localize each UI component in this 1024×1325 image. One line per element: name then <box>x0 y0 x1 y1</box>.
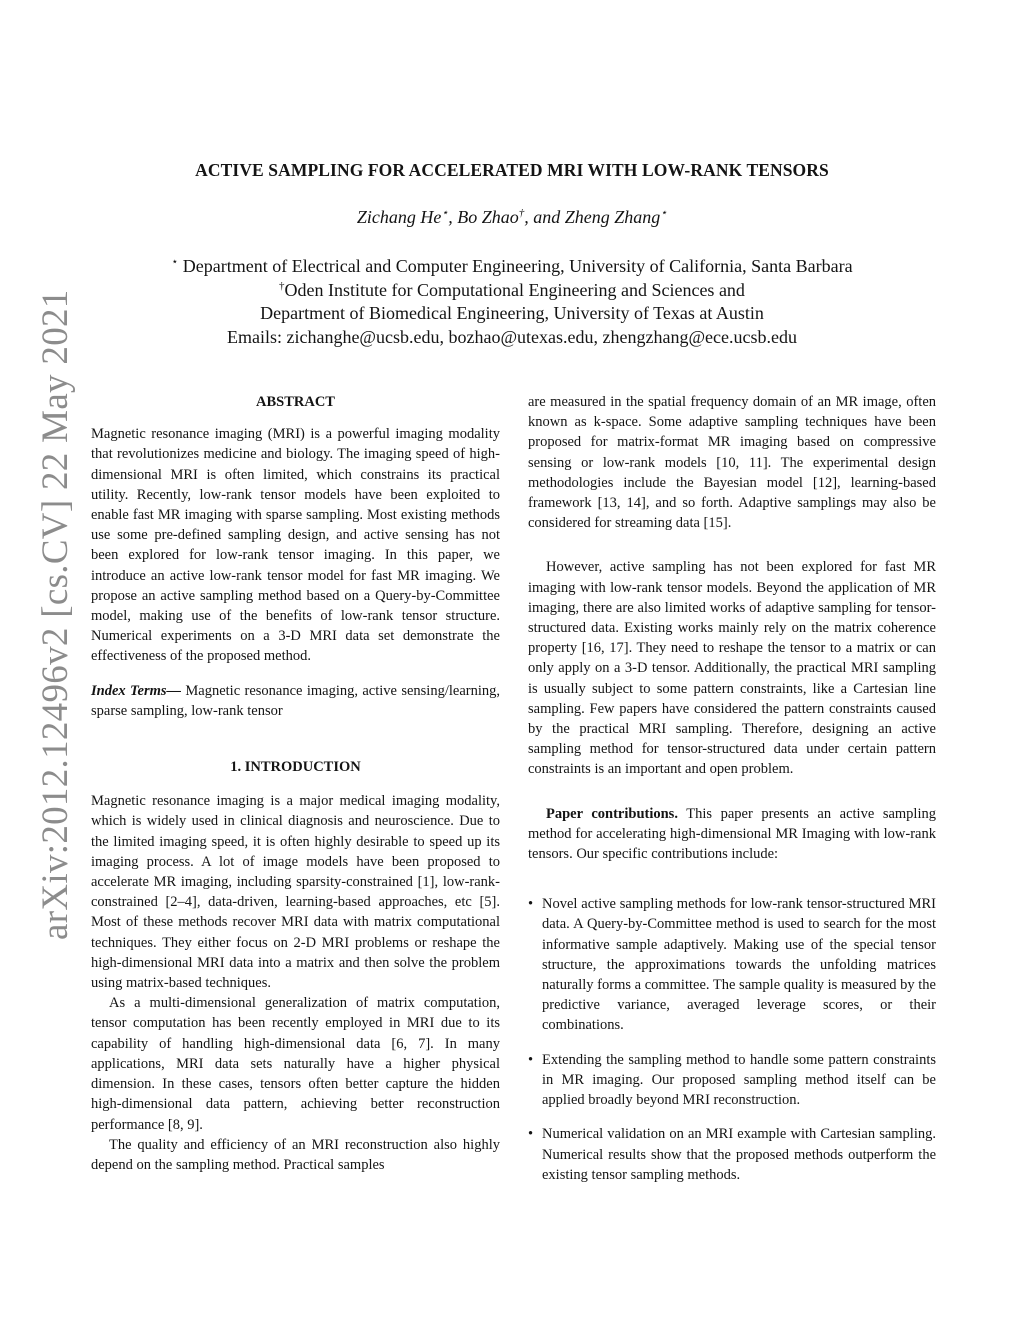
affiliation-mark: † <box>518 207 525 219</box>
arxiv-sidebar <box>35 289 76 970</box>
affiliation-line: Department of Biomedical Engineering, University of Texas at Austin <box>260 303 764 323</box>
contributions-label: Paper contributions. <box>546 805 678 822</box>
arxiv-identifier: arXiv:2012.12496v2 [cs.CV] 22 May 2021 <box>35 289 76 940</box>
affiliation-text: Department of Electrical and Computer Engineering, University of California, Santa Barbara <box>178 256 853 276</box>
affiliations <box>0 255 1024 349</box>
left-column <box>91 392 500 1175</box>
author-separator: , <box>448 207 458 227</box>
affiliation-mark: ⋆ <box>441 207 449 219</box>
intro-paragraph: Magnetic resonance imaging is a major medical imaging modality, which is widely used in clinical diagnosis and neuroscience. Due to the limited imaging speed, it is often highly desirable to speed up its imaging process. A lot of image models have been proposed to accelerate MR imaging, including sparsity-constrained [1], low-rank-constrained [2–4], data-driven, learning-based approaches, etc [5]. Most of these methods recover MRI data with matrix computational techniques. They either focus on 2-D MRI problems or reshape the high-dimensional MRI data into a matrix and then solve the problem using matrix-based techniques. <box>91 793 500 992</box>
affiliation-mark: † <box>279 279 285 292</box>
contribution-item <box>528 1050 936 1111</box>
affiliation-mark: ⋆ <box>171 256 179 268</box>
affiliation-line <box>0 255 1024 279</box>
abstract-text: Magnetic resonance imaging (MRI) is a powerful imaging modality that revolutionizes medicine and biology. The imaging speed of high-dimensional MRI is often limited, which constrains its practical utility. Recently, low-rank tensor models have been exploited to enable fast MR imaging with sparse sampling. Most existing methods use some pre-defined sampling design, and active sensing has not been explored for low-rank tensor imaging. In this paper, we introduce an active low-rank tensor model for fast MR imaging. We propose an active sampling method based on a Query-by-Committee model, making use of the benefits of low-rank tensor structure. Numerical experiments on a 3-D MRI data set demonstrate the effectiveness of the proposed method. <box>91 426 500 665</box>
bullet-icon: • <box>528 1051 534 1068</box>
contribution-text: Numerical validation on an MRI example with Cartesian sampling. Numerical results show that the proposed methods outperform the existing tensor sampling methods. <box>542 1126 936 1183</box>
contribution-item <box>528 894 936 1035</box>
affiliation-line <box>0 279 1024 303</box>
contributions-intro <box>528 804 936 865</box>
intro-paragraph: However, active sampling has not been explored for fast MR imaging with low-rank tensor models. Beyond the application of MR imaging, there are also limited works of adaptive sampling for tensor-structured data. Existing works mainly rely on the matrix coherence property [16, 17]. They need to reshape the tensor to a matrix or can only apply on a 3-D tensor. Additionally, the practical MRI sampling is usually subject to some pattern constraints, like a Cartesian line sampling. Few papers have considered the pattern constraints caused by the practical MRI sampling. Therefore, designing an active sampling method for tensor-structured data under certain pattern constraints is an important and open problem. <box>528 559 936 778</box>
contribution-item <box>528 1124 936 1185</box>
email-line: Emails: zichanghe@ucsb.edu, bozhao@utexas.edu, zhengzhang@ece.ucsb.edu <box>226 326 798 347</box>
intro-paragraph: As a multi-dimensional generalization of matrix computation, tensor computation has been recently employed in MRI due to its capability of handling high-dimensional data [6, 7]. In many applications, MRI data sets naturally have a higher physical dimension. In these cases, tensors often better capture the hidden high-dimensional data pattern, achieving better reconstruction performance [8, 9]. <box>91 995 500 1133</box>
contribution-text: Novel active sampling methods for low-rank tensor-structured MRI data. A Query-by-Committee method is used to search for the most informative sample adaptively. Making use of the special tensor structure, the approximations towards the unfolding matrices naturally forms a committee. The sample quality is measured by the predictive variance, averaged leverage scores, or their combinations. <box>542 896 936 1034</box>
paper-title: ACTIVE SAMPLING FOR ACCELERATED MRI WITH LOW-RANK TENSORS <box>195 160 829 180</box>
introduction-heading: 1. INTRODUCTION <box>230 759 361 776</box>
contribution-text: Extending the sampling method to handle some pattern constraints in MR imaging. Our proposed sampling method itself can be applied broadly beyond MRI reconstruction. <box>542 1051 936 1109</box>
author-name: Bo Zhao <box>457 207 519 227</box>
bullet-icon: • <box>528 896 534 913</box>
intro-paragraph-continued: are measured in the spatial frequency domain of an MR image, often known as k-space. Some adaptive sampling techniques have been proposed for matrix-format MR imaging based on compressive sensing or low-rank models [10, 11]. The experimental design methodologies include the Bayesian model [12], learning-based framework [13, 14], and so forth. Adaptive samplings may also be considered for streaming data [15]. <box>528 394 936 532</box>
author-name: Zichang He <box>356 207 442 227</box>
author-separator: , and <box>524 207 565 227</box>
right-column <box>528 392 936 1199</box>
index-terms <box>91 681 500 721</box>
affiliation-mark: ⋆ <box>660 207 668 219</box>
index-terms-label: Index Terms— <box>91 682 182 699</box>
index-terms-text: Magnetic resonance imaging, active sensing/learning, sparse sampling, low-rank tensor <box>91 682 500 719</box>
author-name: Zheng Zhang <box>564 207 661 227</box>
contributions-text: This paper presents an active sampling method for accelerating high-dimensional MR Imaging with low-rank tensors. Our specific contributions include: <box>528 805 936 863</box>
abstract-heading: ABSTRACT <box>256 394 335 410</box>
contributions-list <box>528 894 936 1185</box>
intro-paragraph: The quality and efficiency of an MRI reconstruction also highly depend on the sampling method. Practical samples <box>91 1136 500 1173</box>
author-list <box>0 207 1024 228</box>
bullet-icon: • <box>528 1126 534 1143</box>
affiliation-text: Oden Institute for Computational Engineering and Sciences and <box>284 279 745 300</box>
